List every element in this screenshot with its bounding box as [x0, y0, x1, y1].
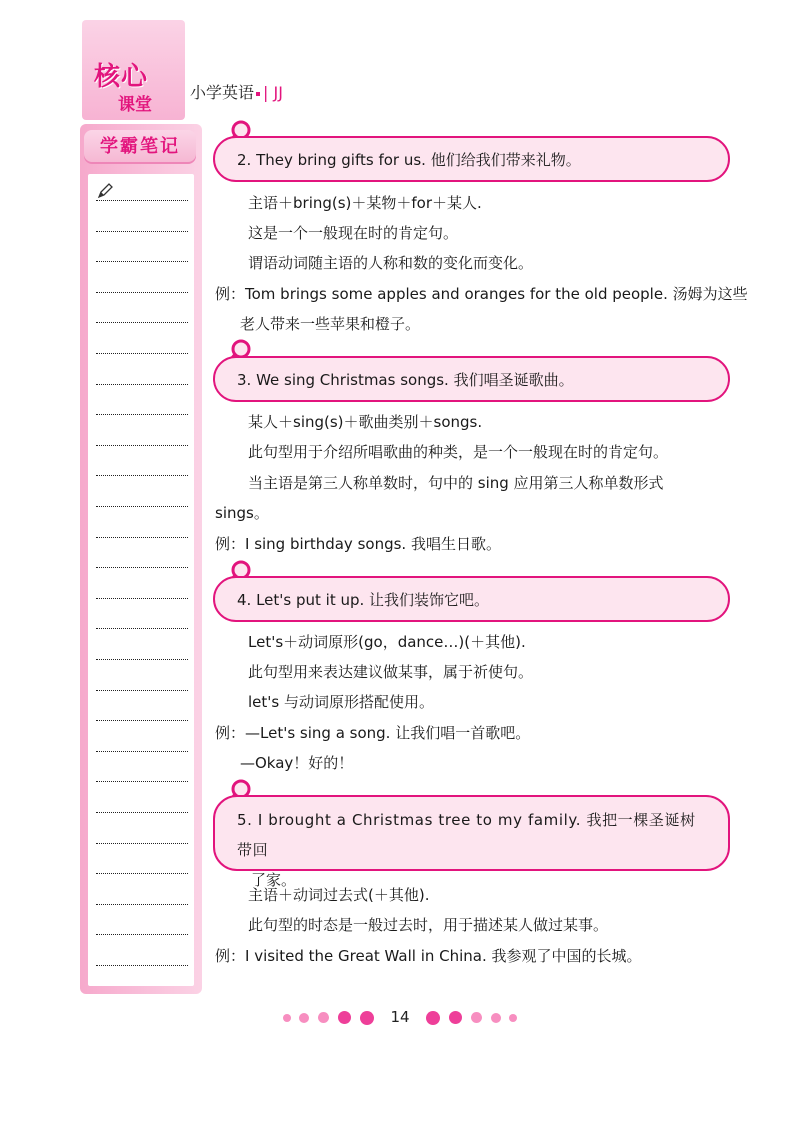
- note-writing-line: [96, 934, 188, 935]
- logo-sub-text: 课堂: [118, 95, 152, 115]
- section-header-2: [213, 136, 730, 182]
- note-writing-line: [96, 414, 188, 415]
- note-writing-line: [96, 506, 188, 507]
- note-writing-line: [96, 781, 188, 782]
- section-4-example: 例：—Let's sing a song. 让我们唱一首歌吧。: [215, 724, 531, 742]
- section-header-3: [213, 356, 730, 402]
- note-writing-line: [96, 567, 188, 568]
- section-5-pattern: 主语＋动词过去式(＋其他).: [248, 886, 430, 904]
- section-3-title: 3. We sing Christmas songs. 我们唱圣诞歌曲。: [237, 371, 574, 389]
- note-writing-line: [96, 690, 188, 691]
- edition-code: JJ: [273, 83, 283, 102]
- decor-dot-icon: [338, 1011, 351, 1024]
- note-writing-line: [96, 598, 188, 599]
- section-2-pattern: 主语＋bring(s)＋某物＋for＋某人.: [248, 194, 482, 212]
- section-4-title: 4. Let's put it up. 让我们装饰它吧。: [237, 591, 490, 609]
- note-writing-line: [96, 475, 188, 476]
- note-writing-line: [96, 904, 188, 905]
- section-5-title-line2: 了家。: [251, 871, 297, 889]
- section-2-example-cont: 老人带来一些苹果和橙子。: [240, 315, 421, 333]
- section-4-pattern: Let's＋动词原形(go，dance…)(＋其他).: [248, 633, 526, 651]
- section-3-note: 当主语是第三人称单数时，句中的 sing 应用第三人称单数形式: [248, 474, 664, 492]
- decor-dot-icon: [491, 1013, 501, 1023]
- note-writing-line: [96, 720, 188, 721]
- section-header-4: [213, 576, 730, 622]
- note-writing-line: [96, 322, 188, 323]
- note-writing-line: [96, 751, 188, 752]
- section-3-example: 例：I sing birthday songs. 我唱生日歌。: [215, 535, 501, 553]
- pencil-icon: [96, 182, 114, 200]
- section-3-note-cont: sings。: [215, 504, 269, 522]
- section-2-note: 这是一个一般现在时的肯定句。: [248, 224, 459, 242]
- note-writing-line: [96, 843, 188, 844]
- section-3-note: 此句型用于介绍所唱歌曲的种类，是一个一般现在时的肯定句。: [248, 443, 669, 461]
- note-paper: [88, 174, 194, 986]
- book-title: [190, 80, 283, 103]
- section-3-pattern: 某人＋sing(s)＋歌曲类别＋songs.: [248, 413, 483, 431]
- divider-bar: |: [263, 83, 269, 102]
- section-2-note: 谓语动词随主语的人称和数的变化而变化。: [248, 254, 534, 272]
- decor-dot-icon: [283, 1014, 291, 1022]
- note-writing-line: [96, 965, 188, 966]
- section-5-note: 此句型的时态是一般过去时，用于描述某人做过某事。: [248, 916, 609, 934]
- subject-label: 小学英语: [190, 83, 255, 102]
- section-4-example-reply: —Okay！好的！: [240, 754, 354, 772]
- section-5-title: [237, 805, 710, 895]
- note-writing-line: [96, 537, 188, 538]
- note-writing-line: [96, 628, 188, 629]
- section-header-5: [213, 795, 730, 889]
- brand-logo: [82, 20, 185, 120]
- decor-dot-icon: [471, 1012, 482, 1023]
- notes-tag: 学霸笔记: [84, 130, 196, 164]
- page-number: 14: [390, 1008, 410, 1026]
- note-writing-line: [96, 200, 188, 201]
- section-2-example: 例：Tom brings some apples and oranges for the old people. 汤姆为这些: [215, 285, 748, 303]
- note-writing-line: [96, 873, 188, 874]
- note-writing-line: [96, 659, 188, 660]
- note-writing-line: [96, 261, 188, 262]
- decor-dot-icon: [299, 1013, 309, 1023]
- note-writing-line: [96, 384, 188, 385]
- note-writing-line: [96, 445, 188, 446]
- note-writing-line: [96, 353, 188, 354]
- decor-dot-icon: [318, 1012, 329, 1023]
- note-writing-line: [96, 812, 188, 813]
- section-5-example: 例：I visited the Great Wall in China. 我参观了中国的长城。: [215, 947, 642, 965]
- decor-dot-icon: [449, 1011, 462, 1024]
- note-writing-line: [96, 292, 188, 293]
- note-writing-line: [96, 231, 188, 232]
- section-4-note: 此句型用来表达建议做某事，属于祈使句。: [248, 663, 534, 681]
- section-5-title-line1: 5. I brought a Christmas tree to my family. 我把一棵圣诞树带回: [237, 811, 696, 859]
- decor-dot-icon: [360, 1011, 374, 1025]
- logo-main-text: 核心: [94, 62, 149, 92]
- separator-dot-icon: [256, 92, 260, 96]
- page-footer: [0, 1008, 800, 1026]
- section-2-title: 2. They bring gifts for us. 他们给我们带来礼物。: [237, 151, 581, 169]
- notes-sidebar: [80, 124, 202, 994]
- decor-dot-icon: [509, 1014, 517, 1022]
- decor-dot-icon: [426, 1011, 440, 1025]
- section-4-note: let's 与动词原形搭配使用。: [248, 693, 434, 711]
